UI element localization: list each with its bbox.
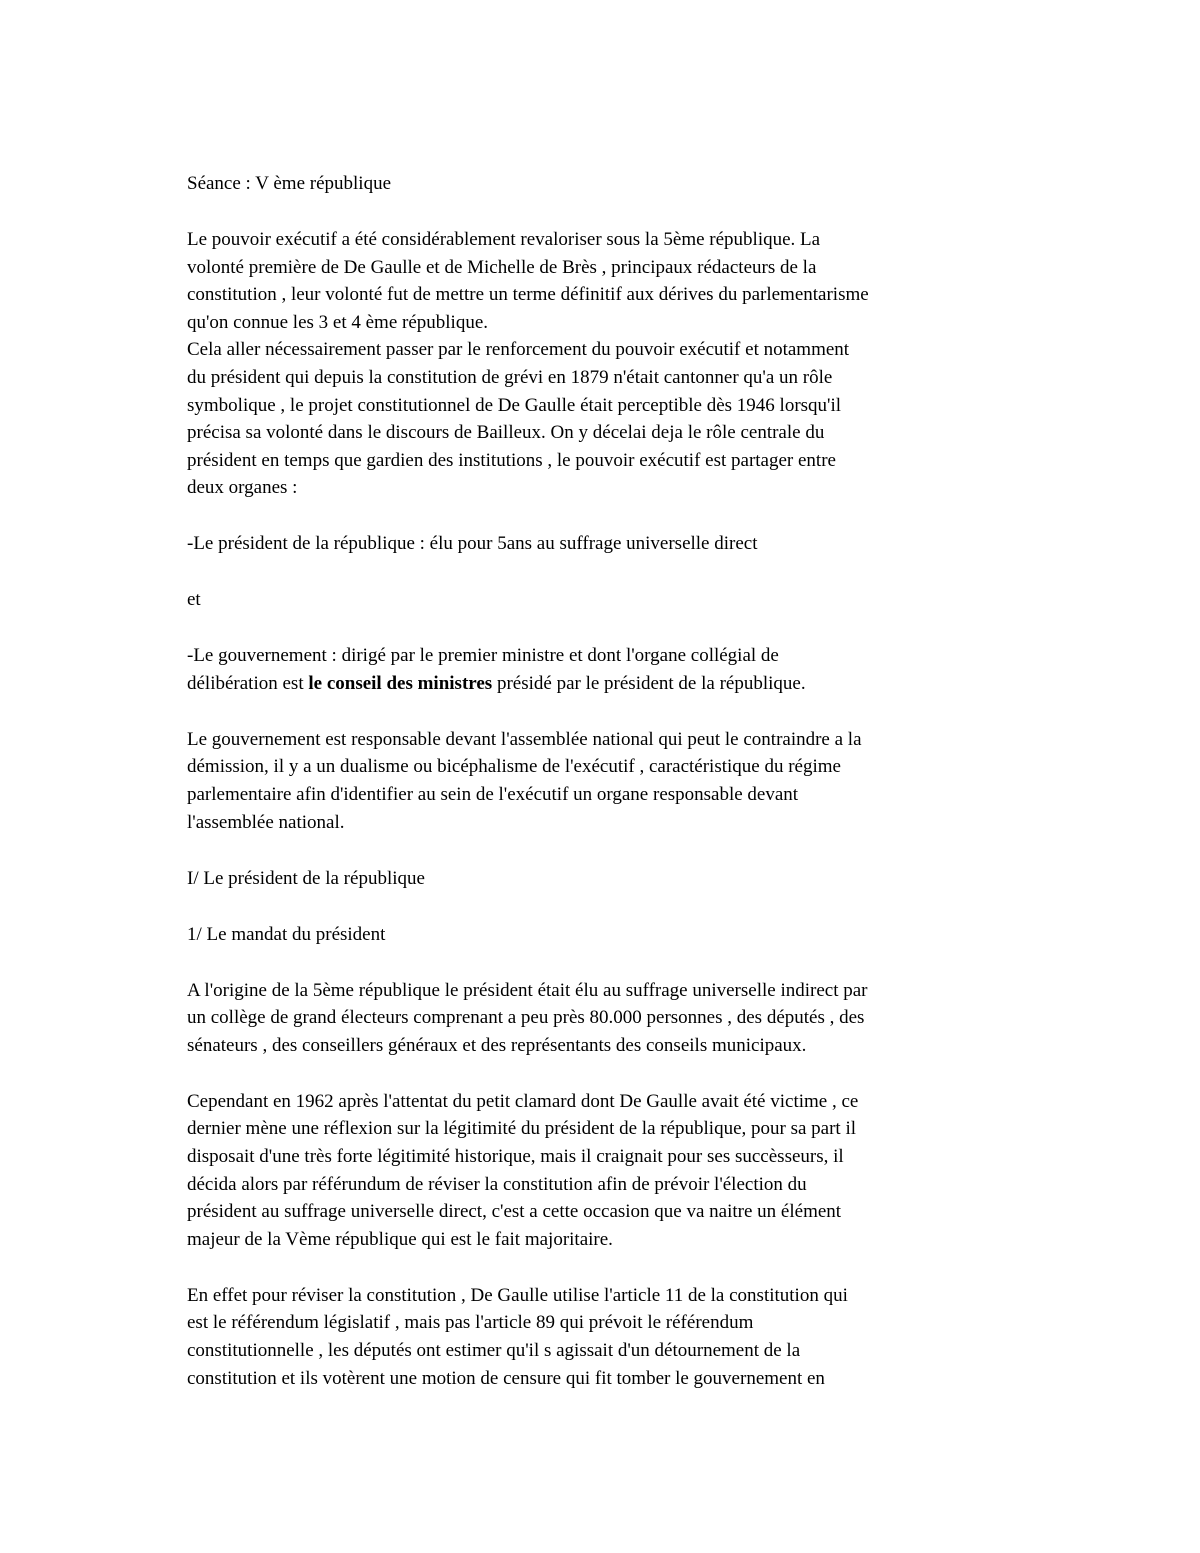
paragraph-gap xyxy=(187,1253,1017,1281)
responsibility-paragraph xyxy=(187,726,1017,836)
organ-president-item: -Le président de la république : élu pour 5ans au suffrage universelle direct xyxy=(187,533,758,555)
paragraph-line: démission, il y a un dualisme ou bicéphalisme de l'exécutif , caractéristique du régime xyxy=(187,756,841,778)
paragraph-line: disposait d'une très forte légitimité historique, mais il craignait pour ses succèsseurs, il xyxy=(187,1145,844,1167)
paragraph-line: constitution , leur volonté fut de mettre un terme définitif aux dérives du parlementarisme xyxy=(187,284,869,306)
gov-text-before: délibération est xyxy=(187,672,309,694)
conjunction-text: et xyxy=(187,589,201,611)
paragraph-gap xyxy=(187,948,1017,976)
section-heading: I/ Le président de la république xyxy=(187,867,425,889)
intro-paragraph xyxy=(187,226,1017,502)
paragraph-line: -Le gouvernement : dirigé par le premier ministre et dont l'organe collégial de xyxy=(187,645,779,667)
paragraph-gap xyxy=(187,697,1017,725)
conseil-des-ministres-bold: le conseil des ministres xyxy=(308,672,493,694)
paragraph-gap xyxy=(187,558,1017,586)
paragraph-line: A l'origine de la 5ème république le président était élu au suffrage universelle indirect par xyxy=(187,979,868,1001)
reform-paragraph xyxy=(187,1088,1017,1254)
paragraph-line: président en temps que gardien des institutions , le pouvoir exécutif est partager entre xyxy=(187,449,836,471)
paragraph-gap xyxy=(187,1059,1017,1087)
document-page xyxy=(187,170,1017,1392)
organ-government-item xyxy=(187,642,1017,697)
paragraph-line: est le référendum législatif , mais pas l'article 89 qui prévoit le référendum xyxy=(187,1312,754,1334)
paragraph-line: symbolique , le projet constitutionnel de De Gaulle était perceptible dès 1946 lorsqu'il xyxy=(187,394,842,416)
paragraph-line: dernier mène une réflexion sur la légitimité du président de la république, pour sa part il xyxy=(187,1118,856,1140)
paragraph-line: l'assemblée national. xyxy=(187,811,345,833)
paragraph-gap xyxy=(187,502,1017,530)
gov-text-after: présidé par le président de la république. xyxy=(492,672,806,694)
paragraph-line: sénateurs , des conseillers généraux et des représentants des conseils municipaux. xyxy=(187,1034,807,1056)
paragraph-line: parlementaire afin d'identifier au sein de l'exécutif un organe responsable devant xyxy=(187,784,799,806)
paragraph-line: constitutionnelle , les députés ont estimer qu'il s agissait d'un détournement de la xyxy=(187,1339,801,1361)
paragraph-line: Cela aller nécessairement passer par le renforcement du pouvoir exécutif et notamment xyxy=(187,339,850,361)
paragraph-gap xyxy=(187,198,1017,226)
paragraph-line: un collège de grand électeurs comprenant a peu près 80.000 personnes , des députés , des xyxy=(187,1007,865,1029)
paragraph-line: deux organes : xyxy=(187,477,298,499)
revision-paragraph xyxy=(187,1282,1017,1392)
paragraph-line: volonté première de De Gaulle et de Michelle de Brès , principaux rédacteurs de la xyxy=(187,256,817,278)
paragraph-line: En effet pour réviser la constitution , De Gaulle utilise l'article 11 de la constitution qui xyxy=(187,1284,848,1306)
paragraph-line: qu'on connue les 3 et 4 ème république. xyxy=(187,311,489,333)
paragraph-line: Cependant en 1962 après l'attentat du petit clamard dont De Gaulle avait été victime , ce xyxy=(187,1090,859,1112)
paragraph-gap xyxy=(187,614,1017,642)
paragraph-line: Le gouvernement est responsable devant l'assemblée national qui peut le contraindre a la xyxy=(187,728,862,750)
paragraph-line: du président qui depuis la constitution de grévi en 1879 n'était cantonner qu'a un rôle xyxy=(187,366,833,388)
paragraph-line: majeur de la Vème république qui est le fait majoritaire. xyxy=(187,1228,613,1250)
origin-paragraph xyxy=(187,977,1017,1060)
paragraph-gap xyxy=(187,836,1017,864)
paragraph-line: décida alors par référundum de réviser la constitution afin de prévoir l'élection du xyxy=(187,1173,807,1195)
paragraph-line xyxy=(187,670,1017,698)
subsection-heading: 1/ Le mandat du président xyxy=(187,923,386,945)
paragraph-line: précisa sa volonté dans le discours de Bailleux. On y décelai deja le rôle centrale du xyxy=(187,422,825,444)
paragraph-line: président au suffrage universelle direct, c'est a cette occasion que va naitre un élément xyxy=(187,1201,842,1223)
paragraph-gap xyxy=(187,892,1017,920)
document-title: Séance : V ème république xyxy=(187,173,392,194)
paragraph-line: Le pouvoir exécutif a été considérablement revaloriser sous la 5ème république. La xyxy=(187,228,821,250)
paragraph-line: constitution et ils votèrent une motion de censure qui fit tomber le gouvernement en xyxy=(187,1367,825,1389)
